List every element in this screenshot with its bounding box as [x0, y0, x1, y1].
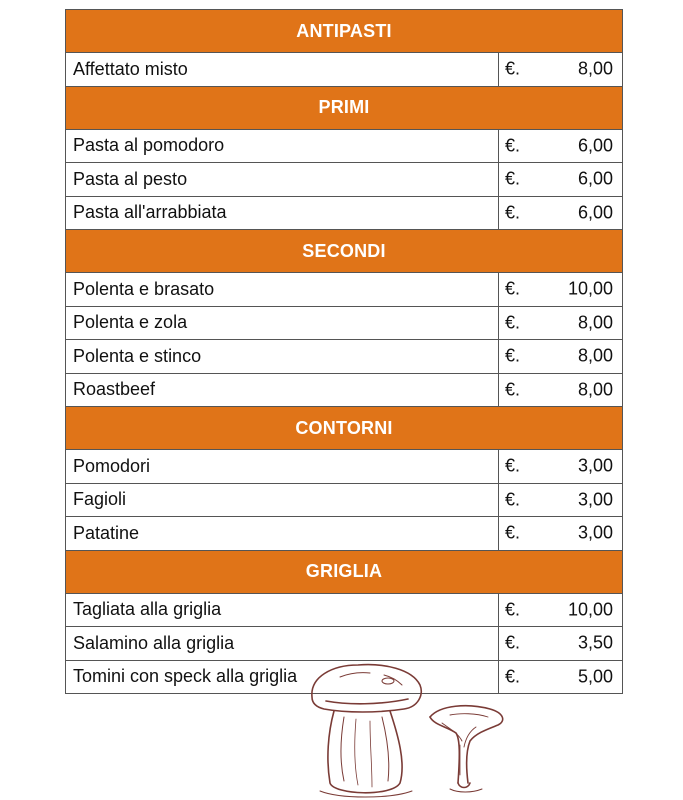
dish-name: Pasta al pesto [66, 163, 499, 197]
price-amount: 3,00 [577, 489, 613, 510]
currency-label: €. [505, 202, 521, 223]
section-title: SECONDI [66, 230, 623, 273]
section-title: CONTORNI [66, 407, 623, 450]
menu-body [66, 10, 623, 694]
price-amount: 5,00 [577, 666, 613, 687]
price-cell [499, 273, 623, 307]
section-header-row [66, 10, 623, 53]
price-amount: 10,00 [567, 599, 613, 620]
dish-name: Salamino alla griglia [66, 627, 499, 661]
dish-name: Pasta all'arrabbiata [66, 196, 499, 230]
price-cell [499, 517, 623, 551]
dish-name: Tomini con speck alla griglia [66, 660, 499, 694]
dish-name: Polenta e brasato [66, 273, 499, 307]
price-amount: 3,00 [577, 522, 613, 543]
price-amount: 8,00 [577, 345, 613, 366]
menu-item-row [66, 593, 623, 627]
menu-item-row [66, 53, 623, 87]
price-cell [499, 163, 623, 197]
mushroom-illustration [300, 655, 510, 800]
price-cell [499, 593, 623, 627]
price-amount: 8,00 [577, 312, 613, 333]
price-amount: 6,00 [577, 168, 613, 189]
price-amount: 8,00 [577, 58, 613, 79]
dish-name: Pasta al pomodoro [66, 129, 499, 163]
dish-name: Tagliata alla griglia [66, 593, 499, 627]
currency-label: €. [505, 58, 521, 79]
section-header-row [66, 230, 623, 273]
currency-label: €. [505, 489, 521, 510]
menu-item-row [66, 517, 623, 551]
price-cell [499, 129, 623, 163]
section-title: PRIMI [66, 86, 623, 129]
menu-item-row [66, 340, 623, 374]
menu-item-row [66, 163, 623, 197]
currency-label: €. [505, 168, 521, 189]
dish-name: Roastbeef [66, 373, 499, 407]
price-cell [499, 483, 623, 517]
price-amount: 10,00 [567, 278, 613, 299]
menu-item-row [66, 450, 623, 484]
mushroom-porcini-icon [312, 665, 421, 797]
dish-name: Fagioli [66, 483, 499, 517]
section-header-row [66, 86, 623, 129]
price-amount: 6,00 [577, 135, 613, 156]
menu-item-row [66, 306, 623, 340]
price-cell [499, 627, 623, 661]
price-cell [499, 53, 623, 87]
mushroom-chanterelle-icon [430, 706, 503, 792]
price-cell [499, 306, 623, 340]
menu-table [65, 9, 623, 694]
section-header-row [66, 550, 623, 593]
menu-item-row [66, 373, 623, 407]
menu-item-row [66, 196, 623, 230]
price-amount: 8,00 [577, 379, 613, 400]
currency-label: €. [505, 345, 521, 366]
dish-name: Patatine [66, 517, 499, 551]
currency-label: €. [505, 379, 521, 400]
currency-label: €. [505, 632, 521, 653]
currency-label: €. [505, 278, 521, 299]
currency-label: €. [505, 312, 521, 333]
price-cell [499, 373, 623, 407]
menu-item-row [66, 129, 623, 163]
price-cell [499, 660, 623, 694]
price-cell [499, 340, 623, 374]
section-header-row [66, 407, 623, 450]
menu-item-row [66, 273, 623, 307]
menu-item-row [66, 483, 623, 517]
currency-label: €. [505, 455, 521, 476]
price-amount: 3,50 [577, 632, 613, 653]
dish-name: Pomodori [66, 450, 499, 484]
currency-label: €. [505, 135, 521, 156]
currency-label: €. [505, 599, 521, 620]
price-amount: 3,00 [577, 455, 613, 476]
dish-name: Polenta e stinco [66, 340, 499, 374]
price-amount: 6,00 [577, 202, 613, 223]
currency-label: €. [505, 666, 521, 687]
section-title: ANTIPASTI [66, 10, 623, 53]
dish-name: Affettato misto [66, 53, 499, 87]
price-cell [499, 450, 623, 484]
currency-label: €. [505, 522, 521, 543]
section-title: GRIGLIA [66, 550, 623, 593]
dish-name: Polenta e zola [66, 306, 499, 340]
price-cell [499, 196, 623, 230]
